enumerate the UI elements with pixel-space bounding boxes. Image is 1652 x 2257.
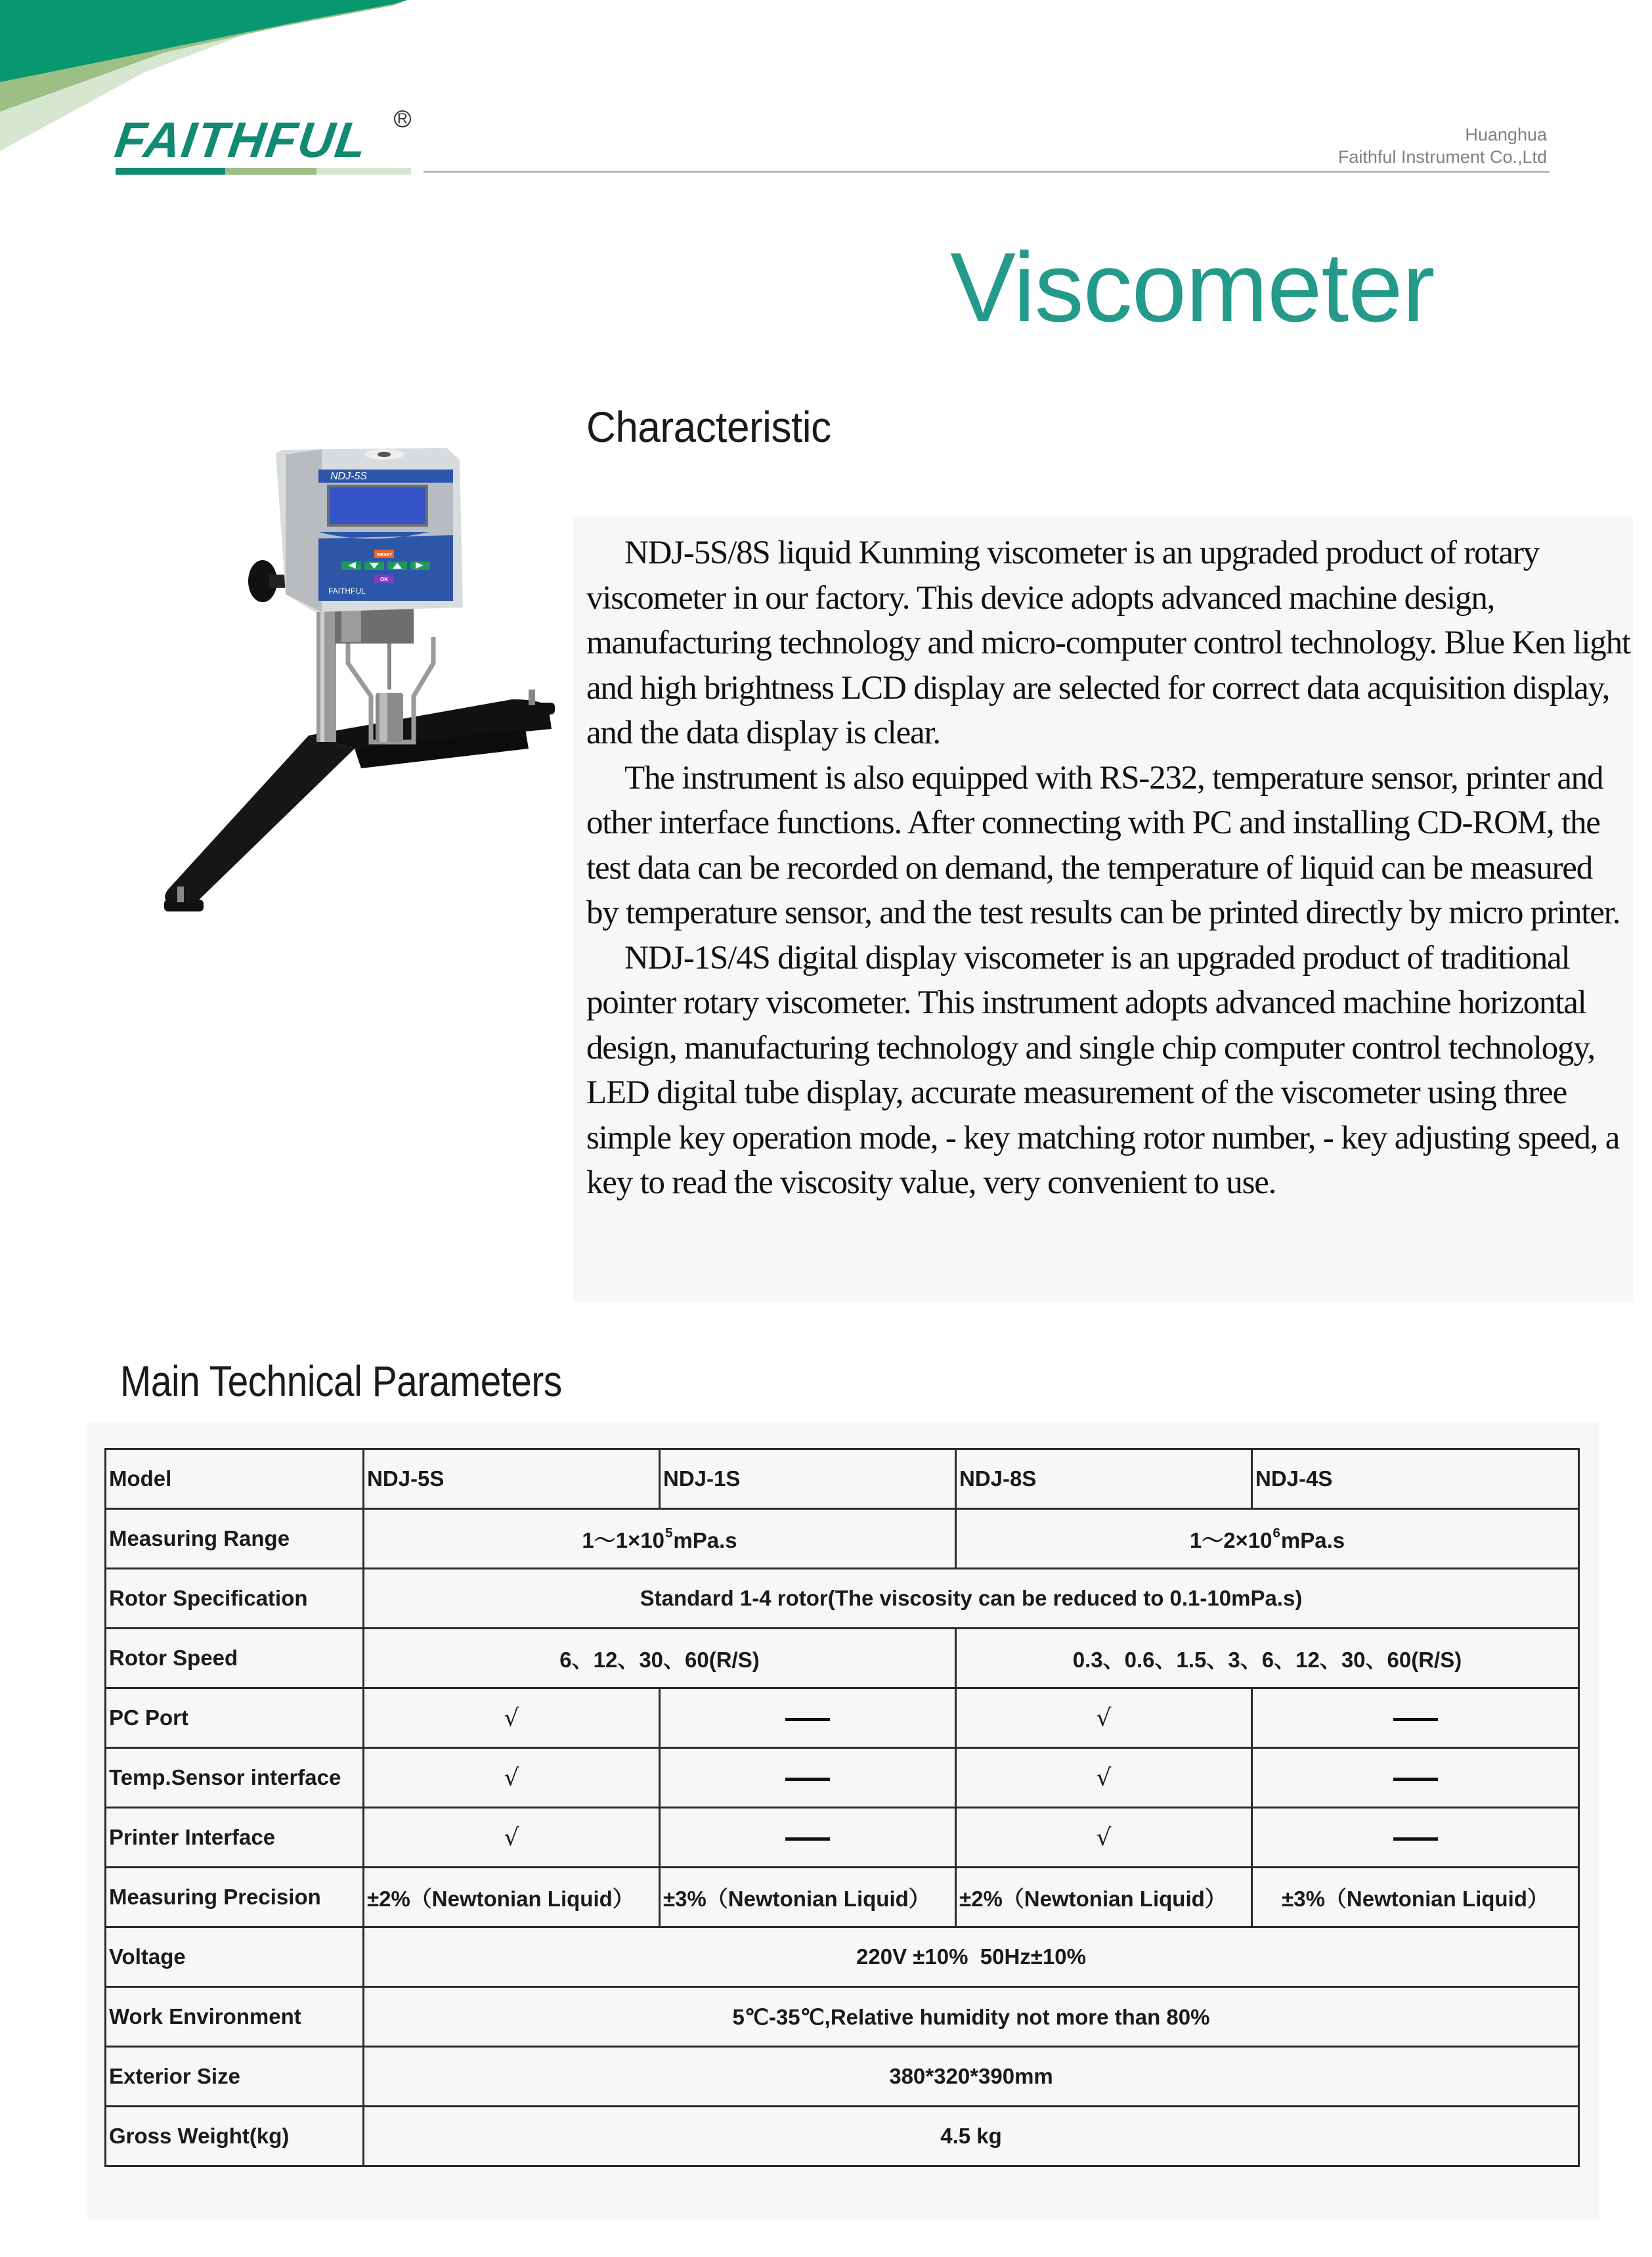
table-row-weight xyxy=(106,2107,1579,2166)
feature-cell xyxy=(364,1748,660,1808)
logo-underline xyxy=(116,168,411,175)
feature-cell xyxy=(660,1688,956,1748)
range-cell: $1\sim 1\times 10^5mPa.s$ xyxy=(364,1509,956,1569)
dash-icon xyxy=(785,1837,830,1841)
header-divider xyxy=(424,171,1550,173)
table-row-printer xyxy=(106,1808,1579,1868)
check-icon: √ xyxy=(504,1824,519,1851)
company-name xyxy=(1338,123,1547,168)
model-cell: NDJ-8S xyxy=(956,1449,1252,1509)
company-line-1: Huanghua xyxy=(1465,125,1547,144)
rotor-speed-cell: 0.3、0.6、1.5、3、6、12、30、60(R/S) xyxy=(956,1629,1579,1688)
product-brand-label: FAITHFUL xyxy=(328,586,366,596)
table-row-size xyxy=(106,2047,1579,2107)
table-row-rotor-speed xyxy=(106,1629,1579,1688)
check-icon: √ xyxy=(1096,1824,1112,1851)
row-label: Rotor Speed xyxy=(106,1629,364,1688)
check-icon: √ xyxy=(1096,1764,1112,1791)
check-icon: √ xyxy=(1096,1704,1112,1732)
reset-key-label: RESET xyxy=(377,553,393,558)
range-cell: $1\sim 2\times 10^6mPa.s$ xyxy=(956,1509,1579,1569)
feature-cell xyxy=(660,1748,956,1808)
row-label: Printer Interface xyxy=(106,1808,364,1868)
product-model-label: NDJ-5S xyxy=(330,471,368,482)
table-row-rotor-spec xyxy=(106,1569,1579,1629)
table-row-model xyxy=(106,1449,1579,1509)
row-label: Voltage xyxy=(106,1927,364,1987)
characteristic-paragraph: NDJ-1S/4S digital display viscometer is an upgraded product of traditional pointer rotary viscometer. This instrument adopts advanced machine horizontal design, manufacturing technology and single chip computer control technology, LED digital tube display, accurate measurement of the viscometer using three simple key operation mode, - key matching rotor number, - key adjusting speed, a key to read the viscosity value, very convenient to use. xyxy=(586,939,1620,1201)
model-cell: NDJ-4S xyxy=(1252,1449,1579,1509)
characteristic-paragraph: NDJ-5S/8S liquid Kunming viscometer is an upgraded product of rotary viscometer in our factory. This device adopts advanced machine design, manufacturing technology and micro-computer control technology. Blue Ken light and high brightness LCD display are selected for correct data acquisition display, and the data display is clear. xyxy=(586,535,1630,751)
row-label: Measuring Range xyxy=(106,1509,364,1569)
dash-icon xyxy=(1393,1837,1438,1841)
rotor-spec-cell: Standard 1-4 rotor(The viscosity can be reduced to 0.1-10mPa.s) xyxy=(364,1569,1579,1629)
precision-cell: ±3%（Newtonian Liquid） xyxy=(1252,1868,1579,1927)
check-icon: √ xyxy=(504,1704,519,1732)
company-line-2: Faithful Instrument Co.,Ltd xyxy=(1337,147,1547,167)
table-row-measuring-range xyxy=(106,1509,1579,1569)
table-row-pc-port xyxy=(106,1688,1579,1748)
dash-icon xyxy=(785,1778,830,1781)
parameters-table xyxy=(104,1448,1580,2167)
ok-key-label: OK xyxy=(380,577,388,582)
feature-cell xyxy=(660,1808,956,1868)
feature-cell xyxy=(956,1808,1252,1868)
table-row-environment xyxy=(106,1987,1579,2047)
brand-logo: FAITHFUL xyxy=(112,112,372,168)
table-row-precision xyxy=(106,1868,1579,1927)
model-cell: NDJ-5S xyxy=(364,1449,660,1509)
parameters-heading: Main Technical Parameters xyxy=(120,1357,562,1405)
row-label: Temp.Sensor interface xyxy=(106,1748,364,1808)
row-label: Work Environment xyxy=(106,1987,364,2047)
row-label: Exterior Size xyxy=(106,2047,364,2107)
characteristic-paragraph: The instrument is also equipped with RS-232, temperature sensor, printer and other interface functions. After connecting with PC and installing CD-ROM, the test data can be recorded on demand, the temperature of liquid can be measured by temperature sensor, and the test results can be printed directly by micro printer. xyxy=(586,759,1620,931)
model-cell: NDJ-1S xyxy=(660,1449,956,1509)
voltage-cell: 220V ±10% 50Hz±10% xyxy=(364,1927,1579,1987)
weight-cell: 4.5 kg xyxy=(364,2107,1579,2166)
row-label: Model xyxy=(106,1449,364,1509)
characteristic-heading: Characteristic xyxy=(586,403,831,451)
environment-cell: 5℃-35℃,Relative humidity not more than 80% xyxy=(364,1987,1579,2047)
row-label: PC Port xyxy=(106,1688,364,1748)
viscometer-product-image xyxy=(144,440,565,1064)
rotor-speed-cell: 6、12、30、60(R/S) xyxy=(364,1629,956,1688)
feature-cell xyxy=(1252,1808,1579,1868)
page-title: Viscometer xyxy=(950,232,1435,342)
feature-cell xyxy=(956,1748,1252,1808)
row-label: Measuring Precision xyxy=(106,1868,364,1927)
dash-icon xyxy=(1393,1778,1438,1781)
characteristic-text xyxy=(586,531,1630,1206)
precision-cell: ±3%（Newtonian Liquid） xyxy=(660,1868,956,1927)
dash-icon xyxy=(1393,1718,1438,1721)
row-label: Rotor Specification xyxy=(106,1569,364,1629)
feature-cell xyxy=(956,1688,1252,1748)
feature-cell xyxy=(1252,1748,1579,1808)
check-icon: √ xyxy=(504,1764,519,1791)
precision-cell: ±2%（Newtonian Liquid） xyxy=(956,1868,1252,1927)
feature-cell xyxy=(364,1688,660,1748)
feature-cell xyxy=(1252,1688,1579,1748)
dash-icon xyxy=(785,1718,830,1721)
registered-mark-icon: R xyxy=(394,110,411,127)
feature-cell xyxy=(364,1808,660,1868)
row-label: Gross Weight(kg) xyxy=(106,2107,364,2166)
table-row-temp-sensor xyxy=(106,1748,1579,1808)
table-row-voltage xyxy=(106,1927,1579,1987)
size-cell: 380*320*390mm xyxy=(364,2047,1579,2107)
precision-cell: ±2%（Newtonian Liquid） xyxy=(364,1868,660,1927)
